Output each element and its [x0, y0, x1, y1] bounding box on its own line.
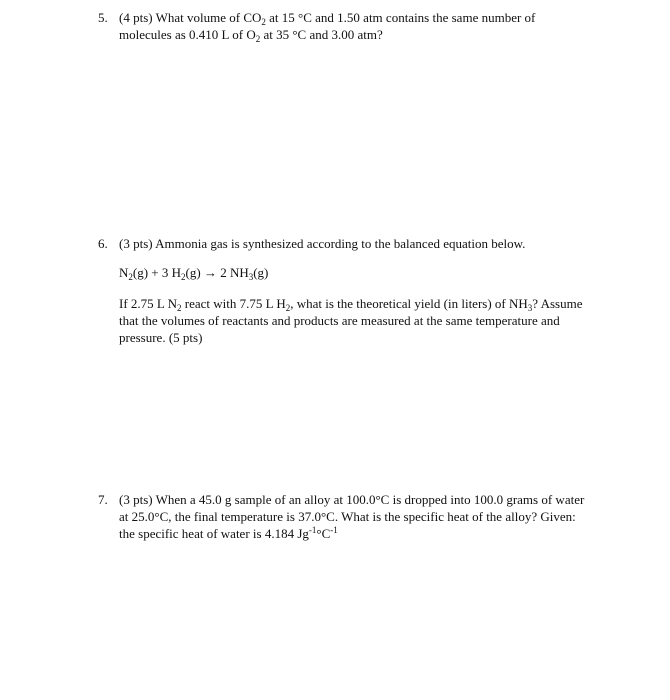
- question-number: 5.: [98, 10, 108, 25]
- text-run: at 15 °C and 1.50 atm contains the same number of: [265, 10, 536, 25]
- text-run: Ammonia gas is synthesized according to the balanced equation below.: [155, 236, 526, 251]
- question-5: [98, 9, 598, 43]
- question-7: [98, 491, 598, 542]
- question-text: [119, 235, 598, 252]
- text-run: ? Assume: [532, 296, 583, 311]
- points-label: (3 pts): [119, 492, 153, 507]
- text-run: N: [119, 265, 129, 280]
- points-label: (3 pts): [119, 236, 153, 251]
- question-number: 6.: [98, 236, 108, 251]
- question-line: [119, 9, 598, 26]
- superscript: -1: [330, 525, 338, 535]
- question-line: [119, 491, 598, 508]
- text-run: molecules as 0.410 L of O: [119, 27, 256, 42]
- text-run: , what is the theoretical yield (in liters) of NH: [290, 296, 528, 311]
- subscript: 3: [248, 272, 254, 282]
- text-run: What volume of CO: [155, 10, 262, 25]
- question-line: that the volumes of reactants and products are measured at the same temperature and: [119, 313, 560, 328]
- text-run: (g) → 2 NH: [185, 265, 249, 280]
- question-paragraph: [119, 295, 599, 346]
- subscript: 2: [261, 17, 266, 27]
- text-run: If 2.75 L N: [119, 296, 178, 311]
- subscript: 2: [181, 272, 186, 282]
- question-text: [119, 9, 598, 43]
- text-run: react with 7.75 L H: [181, 296, 286, 311]
- superscript: -1: [308, 525, 317, 535]
- text-run: °C: [316, 526, 331, 541]
- subscript: 3: [527, 303, 533, 313]
- question-line: [119, 26, 598, 43]
- question-line: [119, 525, 598, 542]
- question-6: [98, 235, 598, 252]
- subscript: 2: [177, 303, 182, 313]
- question-line: pressure. (5 pts): [119, 330, 203, 345]
- text-run: (g) + 3 H: [132, 265, 182, 280]
- text-run: the specific heat of water is 4.184 Jg: [119, 526, 309, 541]
- text-run: at 35 °C and 3.00 atm?: [260, 27, 383, 42]
- subscript: 2: [285, 303, 291, 313]
- text-run: (g): [253, 265, 269, 280]
- question-line: [119, 235, 598, 252]
- question-number: 7.: [98, 492, 108, 507]
- question-line: [119, 295, 599, 312]
- subscript: 2: [255, 34, 261, 44]
- question-line: at 25.0°C, the final temperature is 37.0°C. What is the specific heat of the alloy? Given:: [119, 509, 576, 524]
- question-text: [119, 491, 598, 542]
- points-label: (4 pts): [119, 10, 153, 25]
- subscript: 2: [128, 272, 133, 282]
- balanced-equation: [119, 264, 268, 281]
- text-run: When a 45.0 g sample of an alloy at 100.0°C is dropped into 100.0 grams of water: [155, 492, 585, 507]
